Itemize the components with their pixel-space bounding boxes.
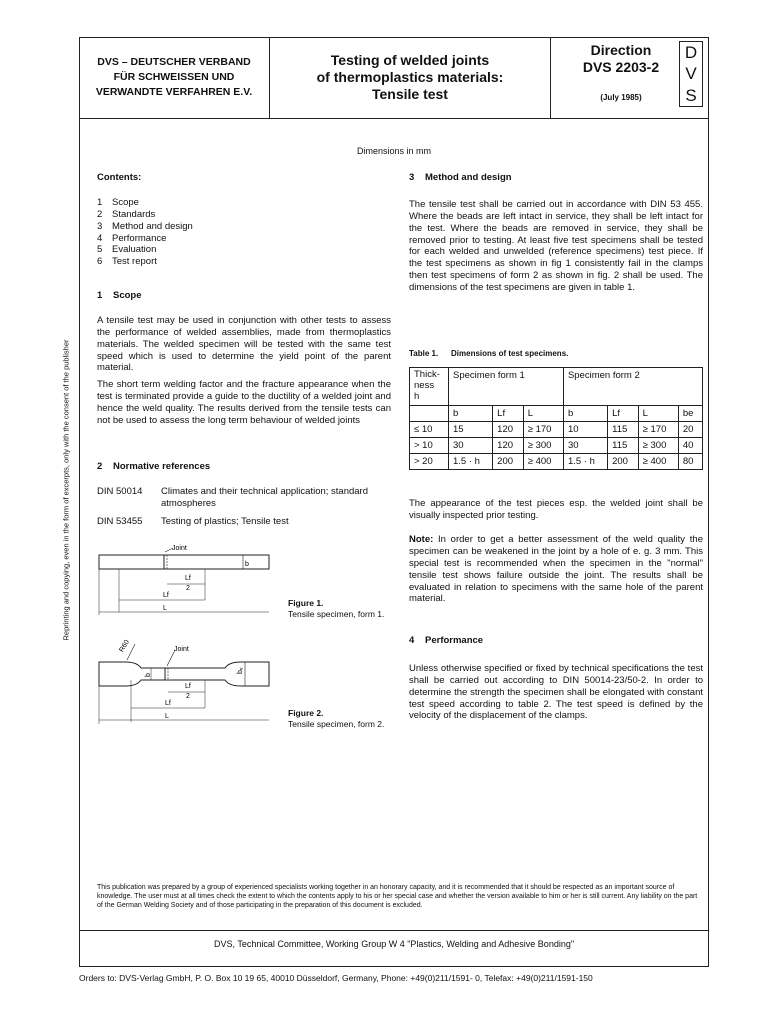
logo-letter-v: V (685, 64, 697, 84)
l-label: L (165, 713, 169, 720)
table-cell: ≤ 10 (410, 421, 449, 437)
direction-block (551, 37, 709, 118)
reference-text: Climates and their technical application; standard atmospheres (161, 485, 369, 509)
table-cell: ≥ 300 (523, 437, 563, 453)
table-cell: 1.5 · h (563, 453, 607, 469)
table-cell: 10 (563, 421, 607, 437)
table-cell: 15 (449, 421, 493, 437)
lf-label: Lf (165, 700, 171, 707)
reference-code: DIN 53455 (97, 515, 143, 527)
orders-line: Orders to: DVS-Verlag GmbH, P. O. Box 10 19 65, 40010 Düsseldorf, Germany, Phone: +49(0)211/1591- 0, Telefax: +49(0)211/1591-150 (79, 973, 593, 983)
direction-label: Direction (590, 42, 652, 58)
table-cell (410, 405, 449, 421)
contents-section (97, 172, 391, 268)
appearance-section (409, 498, 703, 522)
table-cell: ≥ 400 (523, 453, 563, 469)
table-cell: Lf (493, 405, 524, 421)
contents-list (97, 197, 391, 268)
contents-item: 1 Scope (97, 196, 139, 208)
contents-item: 4 Performance (97, 232, 167, 244)
appearance-paragraph: The appearance of the test pieces esp. the welded joint shall be visually inspected prior testing. (409, 498, 703, 521)
method-paragraph: The tensile test shall be carried out in accordance with DIN 53 455. Where the beads are left intact in service, they shall be left intact for the test. Where the beads are removed in service, they shall be removed prior to testing. At least five test specimens shall be tested for each welded and unwelded (reference specimens) test piece. If the test specimens as shown in fig 1 consistently fail in the clamps then test specimens of form 2 as shown in fig. 2 shall be used. The dimensions of the test specimens are given in table 1. (409, 198, 703, 293)
half-denominator: 2 (186, 693, 190, 700)
figure-2-caption (288, 708, 384, 730)
figure-1-drawing (95, 540, 280, 620)
references-section (97, 461, 391, 528)
form-2-header: Specimen form 2 (563, 368, 702, 406)
note-paragraph (409, 534, 703, 605)
table-cell: 200 (608, 453, 639, 469)
figure-1-caption (288, 598, 384, 620)
contents-heading: Contents: (97, 172, 142, 183)
thickness-header: Thick- ness h (410, 368, 449, 406)
figure-2-text: Tensile specimen, form 2. (288, 719, 385, 730)
logo-letter-s: S (685, 85, 697, 105)
table-cell: b (563, 405, 607, 421)
table-cell: 115 (608, 437, 639, 453)
table-cell: 120 (493, 437, 524, 453)
title-line-2: of thermoplastics materials: (316, 69, 504, 86)
table-cell: > 20 (410, 453, 449, 469)
contents-item: 3 Method and design (97, 220, 193, 232)
figure-1-text: Tensile specimen, form 1. (288, 609, 385, 620)
table-1 (409, 367, 703, 470)
be-label: bₑ (237, 667, 244, 674)
table-cell: be (678, 405, 702, 421)
lf-half-label: Lf (185, 683, 191, 690)
method-section (409, 172, 703, 294)
form-1-header: Specimen form 1 (449, 368, 564, 406)
table-cell: 200 (493, 453, 524, 469)
lf-half-label: Lf (185, 575, 191, 582)
table-row (410, 453, 703, 469)
half-denominator: 2 (186, 585, 190, 592)
reference-code: DIN 50014 (97, 485, 143, 497)
table-cell: 30 (563, 437, 607, 453)
reference-item (97, 516, 391, 528)
title-line-3: Tensile test (371, 85, 448, 102)
scope-heading: 1 Scope (97, 290, 142, 301)
scope-paragraph-2: The short term welding factor and the fracture appearance when the test is terminated provide a guide to the ductility of a welded joint and hence the weld quality. The results derived from the tensile tests can not be used to assess the long term behaviour of welded joints (97, 379, 391, 426)
contents-item: 2 Standards (97, 208, 156, 220)
logo-letter-d: D (684, 43, 698, 63)
table-cell: 1.5 · h (449, 453, 493, 469)
publisher-block (79, 37, 270, 118)
dimensions-note: Dimensions in mm (356, 146, 432, 156)
l-label: L (163, 605, 167, 612)
b-label: b (245, 561, 249, 568)
direction-title (561, 42, 681, 76)
table-cell: 40 (678, 437, 702, 453)
specimen-outline (99, 555, 269, 569)
references-heading: 2 Normative references (97, 461, 211, 472)
reference-text: Testing of plastics; Tensile test (161, 515, 289, 527)
note-label: Note: (409, 534, 434, 545)
disclaimer: This publication was prepared by a group of experienced specialists working together in an honorary capacity, and it is recommended that it should be respected as an important source of knowledge. The user must at all times check the extent to which the contents apply to his or her special case and whether the version available to him or her is still current. Any liability on the part of the German Welding Society and of those participating in the preparation of this document is excluded. (97, 884, 698, 909)
joint-label: Joint (172, 545, 187, 552)
figure-2-drawing (95, 634, 280, 729)
note-section (409, 534, 703, 605)
scope-paragraph-1: A tensile test may be used in conjunction with other tests to assess the performance of welded assemblies, made from thermoplastics materials. The welded specimen will be tested with the same test speed which is used to determine the yield point of the parent material. (97, 314, 391, 374)
publisher-line-3: VERWANDTE VERFAHREN E.V. (95, 86, 253, 99)
table-cell: ≥ 400 (638, 453, 678, 469)
table-cell: ≥ 170 (638, 421, 678, 437)
performance-heading: 4 Performance (409, 635, 484, 646)
reference-item (97, 486, 391, 510)
method-heading: 3 Method and design (409, 172, 512, 183)
table-cell: 120 (493, 421, 524, 437)
direction-number: DVS 2203-2 (582, 58, 660, 75)
figure-1-label: Figure 1. (288, 598, 324, 608)
table-subheader-row (410, 405, 703, 421)
scope-section (97, 290, 391, 427)
figure-2-label: Figure 2. (288, 708, 324, 718)
table-1-caption (409, 349, 703, 359)
direction-date: (July 1985) (600, 93, 642, 102)
table-cell: 80 (678, 453, 702, 469)
committee-line: DVS, Technical Committee, Working Group W 4 "Plastics, Welding and Adhesive Bonding" (79, 930, 709, 967)
table-1-title: Dimensions of test specimens. (451, 349, 569, 358)
b-label: b (145, 673, 152, 677)
table-cell: > 10 (410, 437, 449, 453)
table-cell: 30 (449, 437, 493, 453)
performance-paragraph: Unless otherwise specified or fixed by technical specifications the test shall be carried out according to DIN 50014-23/50-2. In order to determine the strength the specimen shall be elongated with constant test speed according to table 2. The test speed is defined by the velocity of the displacement of the clamps. (409, 662, 703, 722)
table-cell: ≥ 300 (638, 437, 678, 453)
table-row (410, 421, 703, 437)
table-row (410, 437, 703, 453)
table-cell: 20 (678, 421, 702, 437)
title-block (270, 37, 551, 118)
r60-label: R60 (118, 638, 131, 654)
copyright-side-note: Reprinting and copying, even in the form of excerpts, only with the consent of the publisher (61, 339, 71, 641)
title-line-1: Testing of welded joints (330, 52, 490, 69)
joint-label: Joint (174, 646, 189, 653)
table-cell: Lf (608, 405, 639, 421)
table-cell: L (523, 405, 563, 421)
publisher-line-1: DVS – DEUTSCHER VERBAND (97, 55, 251, 68)
table-cell: b (449, 405, 493, 421)
lf-label: Lf (163, 592, 169, 599)
contents-item: 6 Test report (97, 256, 157, 268)
table-1-number: Table 1. (409, 349, 439, 358)
table-cell: 115 (608, 421, 639, 437)
performance-section (409, 635, 703, 722)
table-cell: ≥ 170 (523, 421, 563, 437)
contents-item: 5 Evaluation (97, 244, 157, 256)
document-header (79, 37, 709, 119)
dvs-logo (679, 41, 703, 107)
publisher-line-2: FÜR SCHWEISSEN UND (113, 70, 235, 83)
table-header-row (410, 368, 703, 406)
note-text: In order to get a better assessment of the weld quality the specimen can be weakened in the joint by a hole of e. g. 3 mm. This special test is recommended when the specimen in the "normal" tensile test shows failure outside the joint. The results shall be evaluated in relation to specimens with the same hole of the parent material. (409, 534, 703, 605)
table-cell: L (638, 405, 678, 421)
